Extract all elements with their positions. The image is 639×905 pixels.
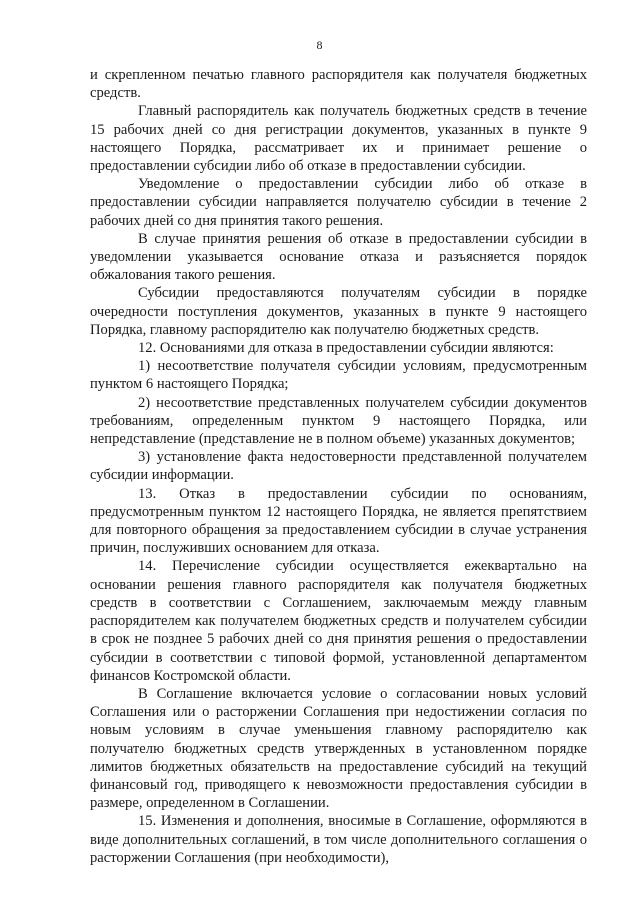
list-item: 2) несоответствие представленных получателем субсидии документов требованиям, определенным пунктом 9 настоящего Порядка, или непредставление (представление не в полном объеме) указанных документов; (90, 394, 587, 448)
paragraph: Уведомление о предоставлении субсидии либо об отказе в предоставлении субсидии направляется получателю субсидии в течение 2 рабочих дней со дня принятия такого решения. (90, 176, 587, 229)
paragraph: 14. Перечисление субсидии осуществляется ежеквартально на основании решения главного распорядителя как получателя бюджетных средств в соответствии с Соглашением, заключаемым между главным распорядителем как получателем бюджетных средств и получателем субсидии в срок не позднее 5 рабочих дней со дня принятия решения о предоставлении субсидии в соответствии с типовой формой, установленной департаментом финансов Костромской области. (90, 558, 587, 684)
paragraph: и скрепленном печатью главного распорядителя как получателя бюджетных средств. (90, 67, 587, 102)
paragraph: Главный распорядитель как получатель бюджетных средств в течение 15 рабочих дней со дня регистрации документов, указанных в пункте 9 настоящего Порядка, рассматривает их и принимает решение о предоставлении субсидии либо об отказе в предоставлении субсидии. (90, 103, 587, 175)
document-body (90, 66, 587, 867)
paragraph: 15. Изменения и дополнения, вносимые в Соглашение, оформляются в виде дополнительных соглашений, в том числе дополнительного соглашения о расторжении Соглашения (при необходимости), (90, 813, 587, 866)
paragraph: Субсидии предоставляются получателям субсидии в порядке очередности поступления документов, указанных в пункте 9 настоящего Порядка, главному распорядителю как получателю бюджетных средств. (90, 285, 587, 338)
paragraph: В Соглашение включается условие о согласовании новых условий Соглашения или о расторжении Соглашения при недостижении согласия по новым условиям в случае уменьшения главному распорядителю как получателю бюджетных средств утвержденных в установленном порядке лимитов бюджетных обязательств на предоставление субсидий на текущий финансовый год, приводящего к невозможности предоставления субсидии в размере, определенном в Соглашении. (90, 685, 587, 812)
paragraph: В случае принятия решения об отказе в предоставлении субсидии в уведомлении указывается основание отказа и разъясняется порядок обжалования такого решения. (90, 230, 587, 284)
list-item: 1) несоответствие получателя субсидии условиям, предусмотренным пунктом 6 настоящего Порядка; (90, 358, 587, 393)
page-number: 8 (316, 38, 323, 52)
list-item: 3) установление факта недостоверности представленной получателем субсидии информации. (90, 449, 587, 484)
paragraph: 12. Основаниями для отказа в предоставлении субсидии являются: (138, 340, 554, 357)
paragraph: 13. Отказ в предоставлении субсидии по основаниям, предусмотренным пунктом 12 настоящего Порядка, не является препятствием для повторного обращения за предоставлением субсидии в случае устранения причин, послуживших основанием для отказа. (90, 485, 587, 557)
